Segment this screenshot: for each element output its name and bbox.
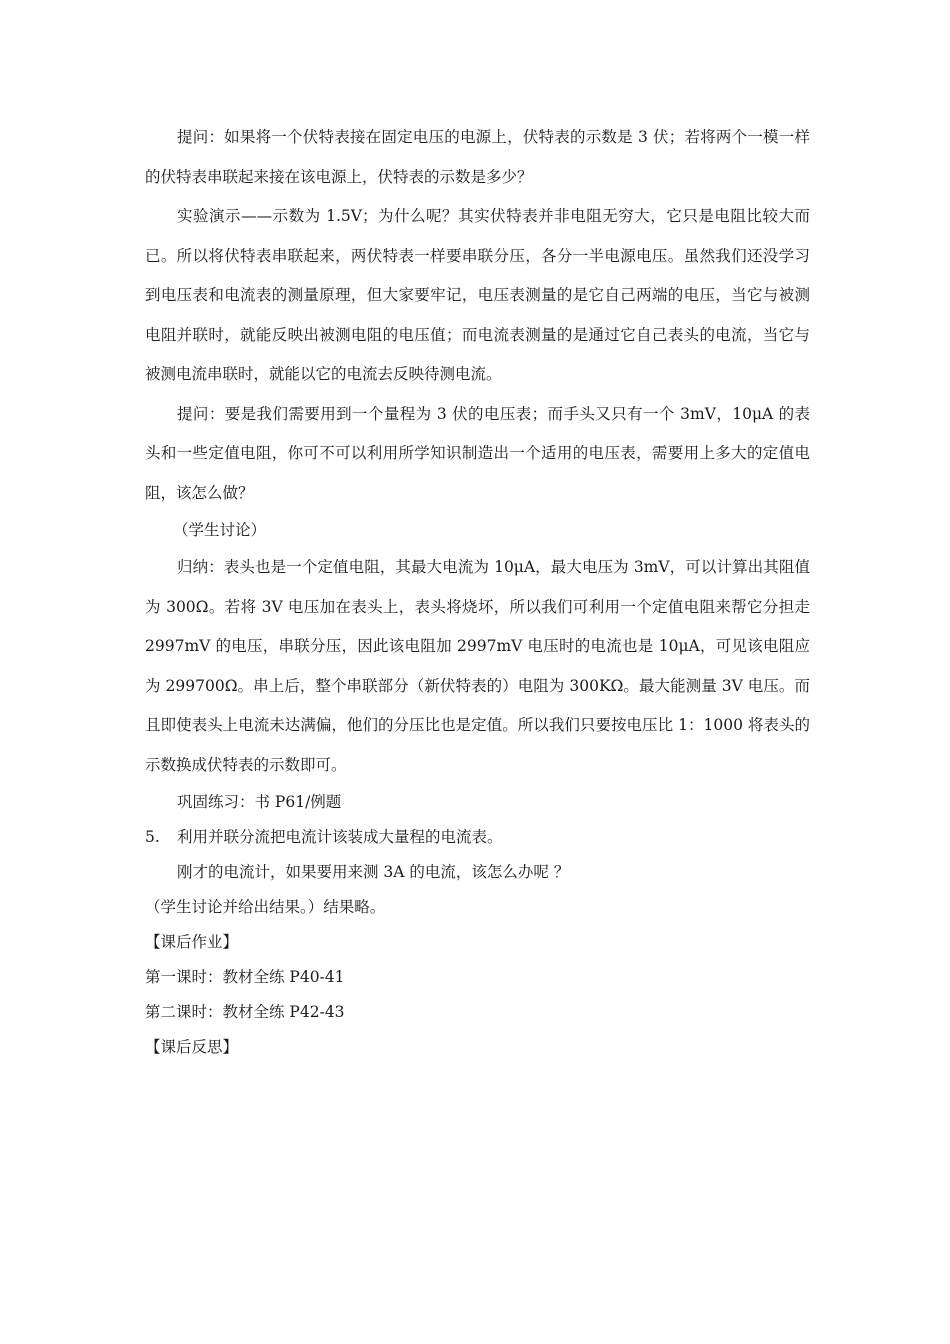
paragraph-practice: 巩固练习：书 P61/例题 [177,793,342,811]
paragraph-question-build-voltmeter: 提问：要是我们需要用到一个量程为 3 伏的电压表；而手头又只有一个 3mV，10μA 的表头和一些定值电阻，你可不可以利用所学知识制造出一个适用的电压表，需要用上多大的定值电阻，该怎么做？ [145,404,810,502]
paragraph-question-voltmeter: 提问：如果将一个伏特表接在固定电压的电源上，伏特表的示数是 3 伏；若将两个一模一样的伏特表串联起来接在该电源上，伏特表的示数是多少？ [145,128,810,186]
paragraph-summary: 归纳：表头也是一个定值电阻，其最大电流为 10μA，最大电压为 3mV，可以计算出其阻值为 300Ω。若将 3V 电压加在表头上，表头将烧坏，所以我们可利用一个定值电阻来帮它分担走 2997mV 的电压，串联分压，因此该电阻加 2997mV 电压时的电流也是 10μA，可见该电阻应为 299700Ω。串上后，整个串联部分（新伏特表的）电阻为 300KΩ。最大能测量 3V 电压。而且即使表头上电流未达满偏，他们的分压比也是定值。所以我们只要按电压比 1：1000 将表头的示数换成伏特表的示数即可。 [145,558,810,774]
paragraph-item-5 [145,820,810,855]
document-page [145,118,810,1065]
homework-lesson-1: 第一课时：教材全练 P40-41 [145,968,345,986]
paragraph-student-result: （学生讨论并给出结果。）结果略。 [145,898,386,916]
heading-homework: 【课后作业】 [145,933,239,951]
homework-lesson-2: 第二课时：教材全练 P42-43 [145,1003,345,1021]
heading-reflection: 【课后反思】 [145,1038,239,1056]
paragraph-ammeter-question: 刚才的电流计，如果要用来测 3A 的电流，该怎么办呢 ？ [177,863,570,881]
paragraph-experiment-demo: 实验演示——示数为 1.5V；为什么呢？其实伏特表并非电阻无穷大，它只是电阻比较大而已。所以将伏特表串联起来，两伏特表一样要串联分压，各分一半电源电压。虽然我们还没学习到电压表和电流表的测量原理，但大家要牢记，电压表测量的是它自己两端的电压，当它与被测电阻并联时，就能反映出被测电阻的电压值；而电流表测量的是通过它自己表头的电流，当它与被测电流串联时，就能以它的电流去反映待测电流。 [145,207,810,383]
item-text: 利用并联分流把电流计该装成大量程的电流表。 [177,828,503,846]
paragraph-student-discussion: （学生讨论） [173,521,267,539]
item-number: 5. [145,828,160,846]
